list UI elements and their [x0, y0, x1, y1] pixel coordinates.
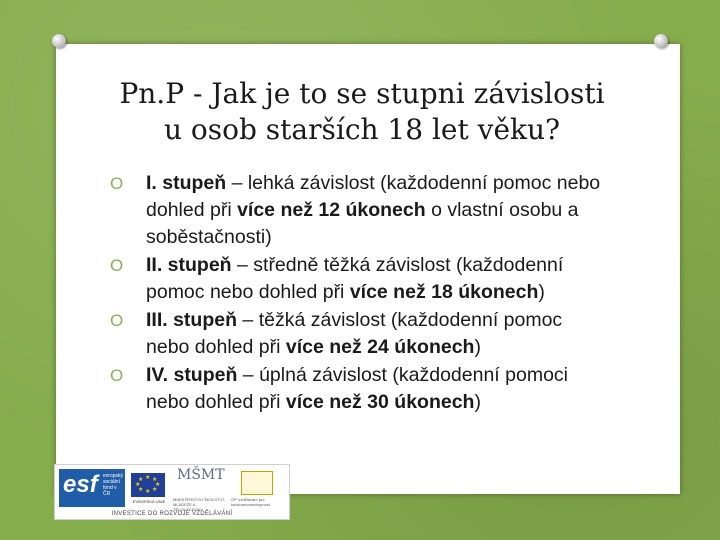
bullet-text: )	[474, 391, 481, 413]
bullet-bold: více než 24 úkonech	[285, 336, 475, 358]
bullet-text: )	[538, 281, 545, 303]
msmt-caption: MINISTERSTVO ŠKOLSTVÍ, MLÁDEŽE A TĚLOVÝCHOVY	[173, 497, 225, 512]
bullet-list	[110, 170, 610, 417]
bullet-bold: více než 18 úkonech	[349, 281, 539, 303]
bullet-bold: I. stupeň	[146, 172, 227, 194]
bullet-bold: IV. stupeň	[146, 364, 238, 386]
list-item	[110, 362, 610, 416]
bullet-bold: více než 30 úkonech	[285, 391, 475, 413]
msmt-logo: MŠMT	[177, 467, 225, 483]
eu-caption: EVROPSKÁ UNIE	[132, 499, 166, 504]
bullet-marker: O	[110, 174, 124, 193]
title-line-1: Pn.P - Jak je to se stupni závislosti	[119, 77, 605, 110]
bullet-marker: O	[110, 256, 124, 275]
title-line-2: u osob starších 18 let věku?	[163, 113, 561, 146]
list-item	[110, 170, 610, 251]
eu-funding-logos	[54, 464, 290, 520]
bullet-bold: II. stupeň	[146, 254, 232, 276]
bullet-text: – těžká závislost (každodenní pomoc nebo dohled při	[146, 309, 563, 358]
slide-title	[62, 76, 662, 148]
bullet-text: o vlastní osobu a soběstačnosti)	[146, 199, 579, 248]
esf-logo-text: esf	[63, 471, 98, 498]
bullet-bold: III. stupeň	[146, 309, 238, 331]
pushpin-icon	[52, 34, 66, 48]
bullet-marker: O	[110, 366, 124, 385]
esf-logo	[59, 469, 125, 507]
eu-flag-icon: ★ ★ ★ ★ ★ ★ ★ ★	[131, 473, 165, 497]
list-item	[110, 307, 610, 361]
list-item	[110, 252, 610, 306]
op-vk-logo-icon	[241, 471, 273, 495]
bullet-text: – úplná závislost (každodenní pomoci nebo dohled při	[146, 364, 568, 413]
bullet-bold: více než 12 úkonech	[237, 199, 426, 221]
bullet-text: – středně těžká závislost (každodenní pomoc nebo dohled při	[146, 254, 564, 303]
pushpin-icon	[654, 34, 668, 48]
esf-logo-subtext: evropský sociální fond v ČR	[103, 473, 124, 497]
op-caption: OP Vzdělávání pro konkurenceschopnost	[231, 497, 270, 507]
invest-slogan: INVESTICE DO ROZVOJE VZDĚLÁVÁNÍ	[111, 511, 233, 517]
bullet-text: – lehká závislost (každodenní pomoc nebo dohled při	[146, 172, 601, 221]
bullet-marker: O	[110, 311, 124, 330]
bullet-text: )	[474, 336, 481, 358]
